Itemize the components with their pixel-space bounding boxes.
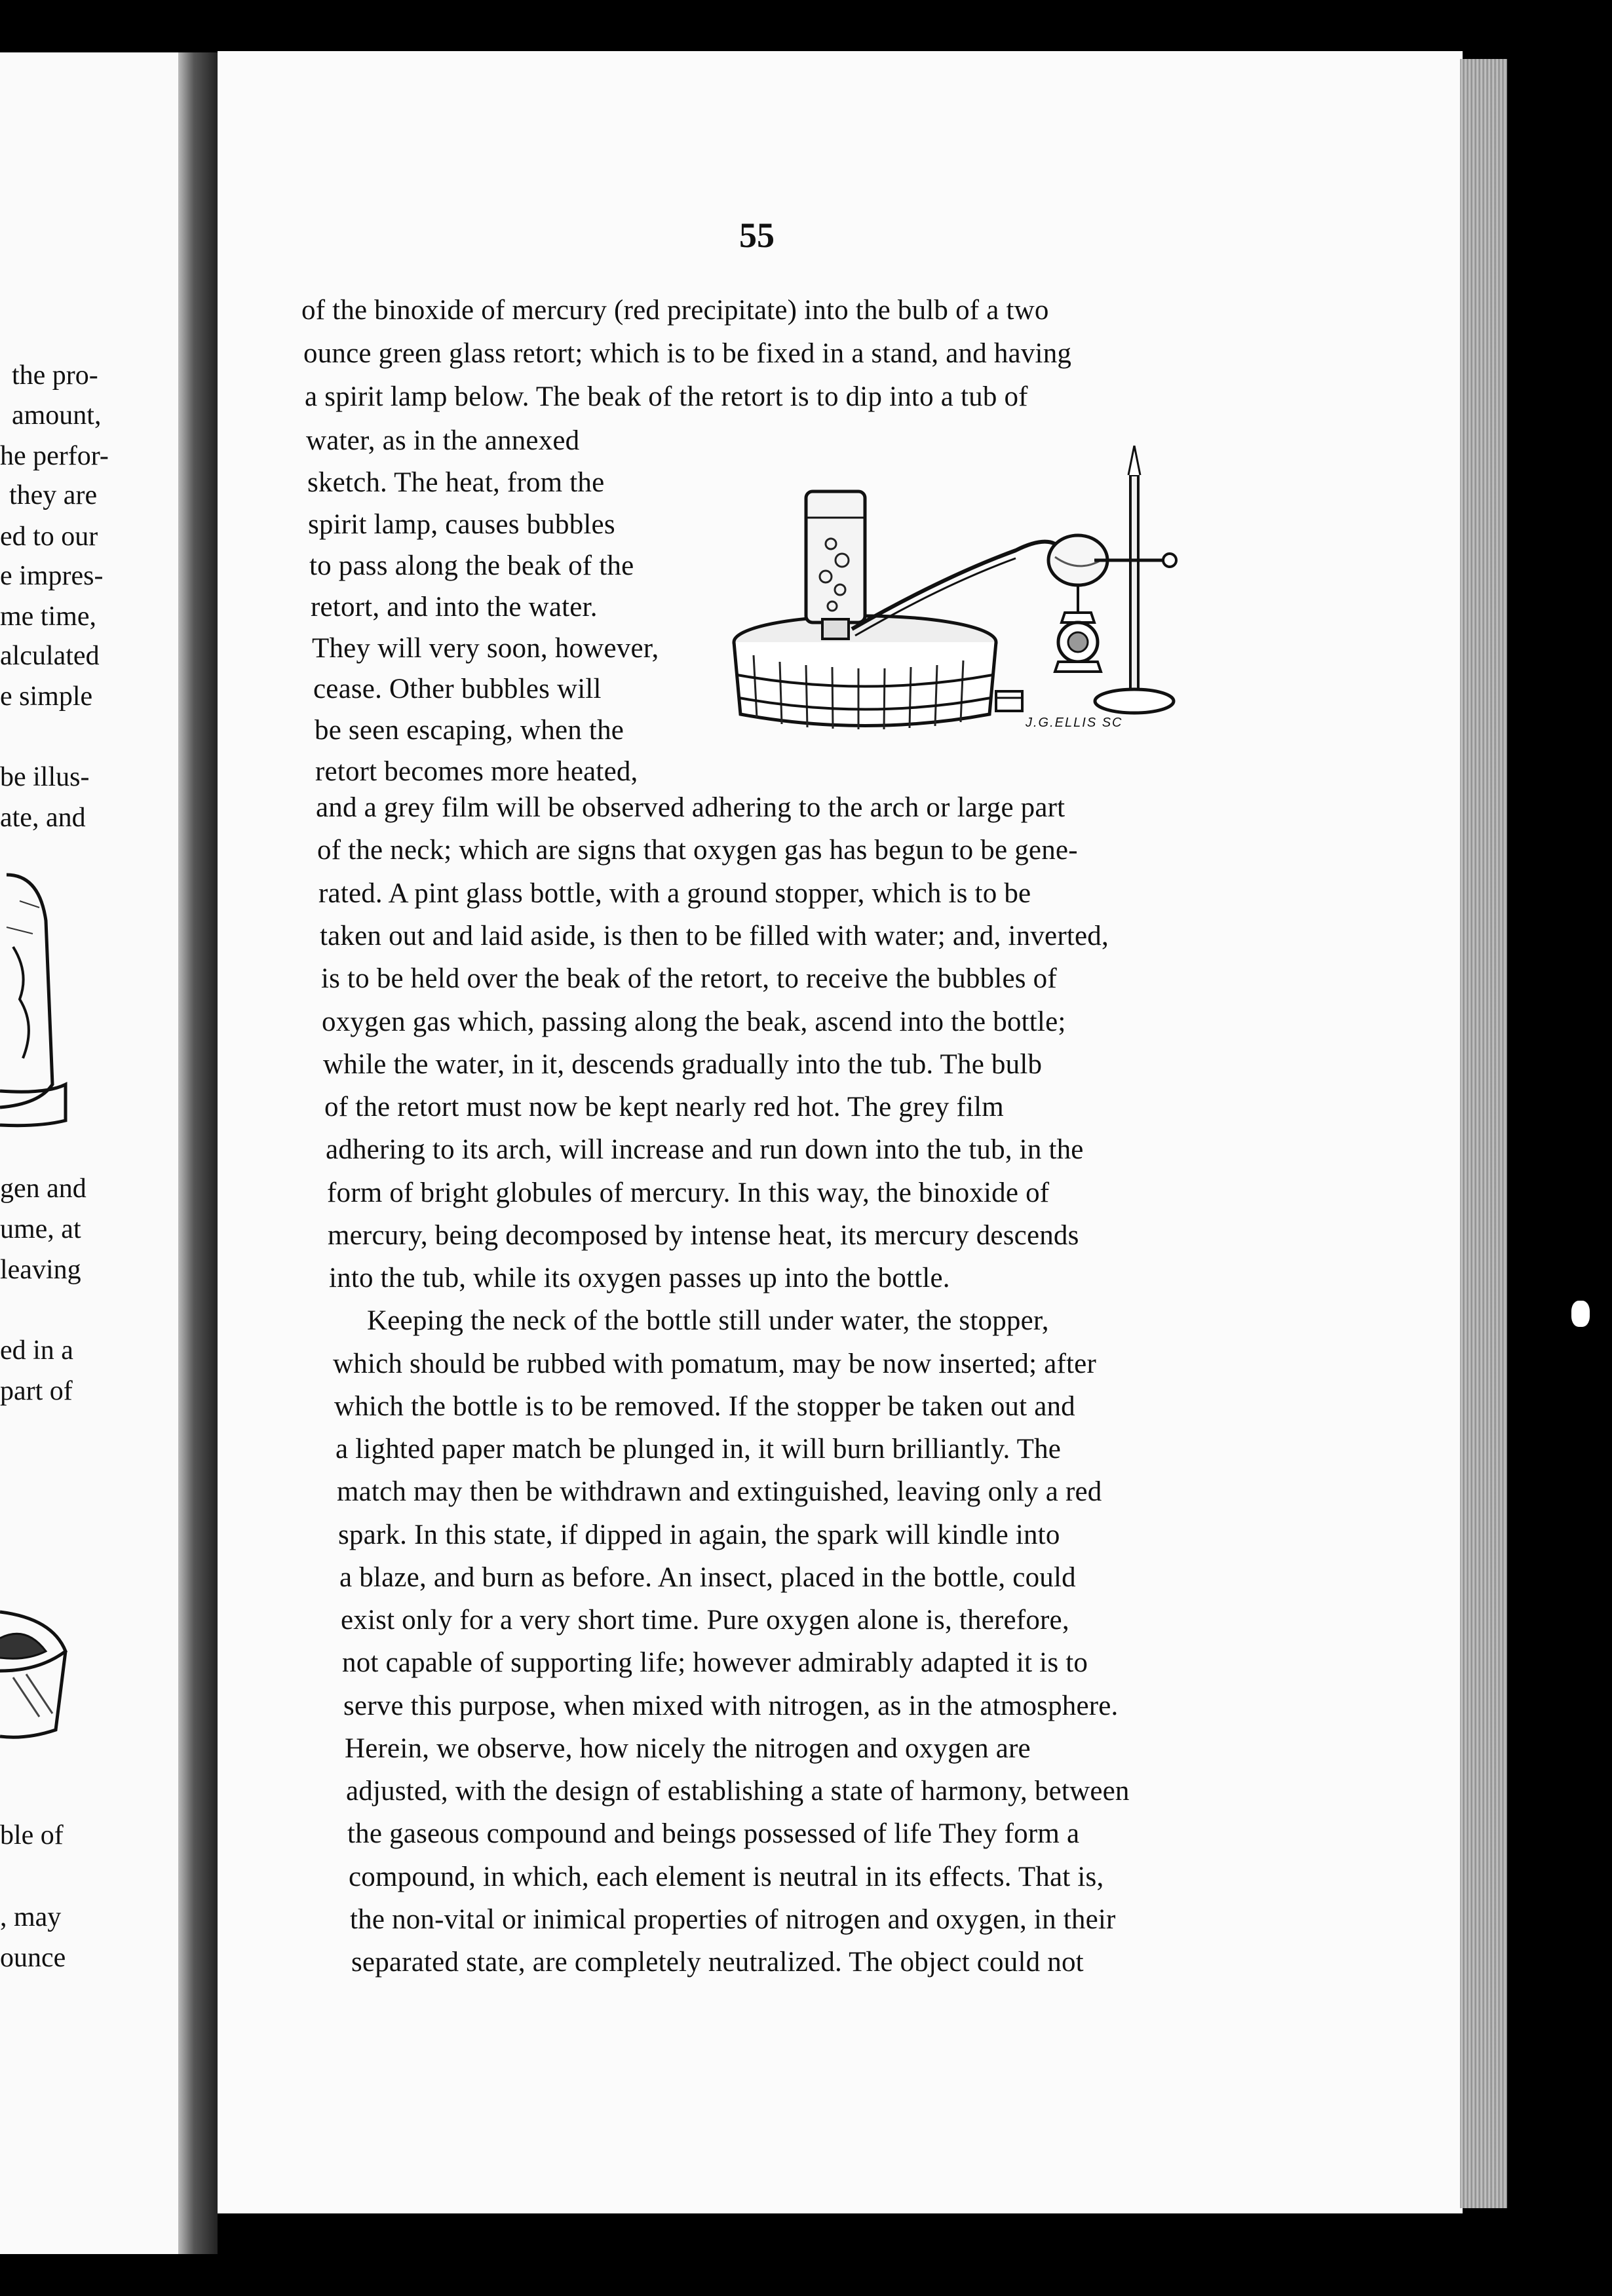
text-line: retort becomes more heated, (315, 756, 638, 787)
text-line: the non-vital or inimical properties of nitrogen and oxygen, in their (350, 1904, 1116, 1935)
bowl-illustration-fragment (0, 1599, 72, 1769)
text-line: oxygen gas which, passing along the beak, ascend into the bottle; (322, 1006, 1066, 1037)
text-line: match may then be withdrawn and extinguished, leaving only a red (337, 1476, 1102, 1507)
text-line: spirit lamp, causes bubbles (308, 509, 615, 540)
left-page-fragment: e simple (0, 681, 93, 712)
text-line: water, as in the annexed (306, 425, 580, 456)
text-line: spark. In this state, if dipped in again, the spark will kindle into (338, 1520, 1060, 1550)
text-line: compound, in which, each element is neutral in its effects. That is, (349, 1862, 1104, 1892)
left-page-fragment: ate, and (0, 803, 86, 833)
page-edge (1460, 59, 1507, 2208)
left-page-fragment: alculated (0, 641, 100, 671)
text-line: Herein, we observe, how nicely the nitrogen and oxygen are (345, 1733, 1031, 1764)
text-line: the gaseous compound and beings possessed of life They form a (347, 1818, 1080, 1849)
text-line: not capable of supporting life; however admirably adapted it is to (342, 1647, 1088, 1678)
text-line: cease. Other bubbles will (313, 674, 602, 704)
text-line: of the retort must now be kept nearly red hot. The grey film (324, 1092, 1004, 1122)
text-line: exist only for a very short time. Pure oxygen alone is, therefore, (341, 1605, 1069, 1636)
text-line: which the bottle is to be removed. If the stopper be taken out and (334, 1391, 1075, 1422)
left-page-fragment: they are (9, 480, 98, 510)
text-line: into the tub, while its oxygen passes up into the bottle. (329, 1263, 950, 1293)
left-page-fragment: , may (0, 1902, 62, 1932)
book-gutter (178, 52, 218, 2254)
left-page-fragment: me time, (0, 602, 96, 632)
text-line: a lighted paper match be plunged in, it will burn brilliantly. The (336, 1434, 1062, 1464)
left-page-fragment: ounce (0, 1943, 66, 1973)
left-page-fragment: the pro- (12, 360, 98, 391)
left-page-fragment: be illus- (0, 762, 90, 792)
retort-apparatus-illustration (727, 446, 1199, 740)
left-page-fragment: ble of (0, 1820, 64, 1850)
text-line: which should be rubbed with pomatum, may be now inserted; after (333, 1349, 1096, 1379)
text-line: adjusted, with the design of establishing a state of harmony, between (346, 1776, 1130, 1807)
scan-speck (1541, 337, 1548, 352)
text-line: taken out and laid aside, is then to be filled with water; and, inverted, (320, 921, 1109, 951)
text-line: rated. A pint glass bottle, with a ground stopper, which is to be (318, 878, 1031, 909)
text-line: adhering to its arch, will increase and run down into the tub, in the (326, 1134, 1084, 1165)
text-line: while the water, in it, descends gradually into the tub. The bulb (323, 1049, 1043, 1080)
text-line: mercury, being decomposed by intense heat, its mercury descends (328, 1220, 1079, 1251)
left-page (0, 52, 187, 2254)
figure-engraver-credit: J.G.ELLIS SC (1026, 716, 1123, 730)
left-page-fragment: amount, (12, 400, 102, 430)
scan-speck (1571, 1301, 1590, 1327)
left-page-fragment: gen and (0, 1174, 86, 1204)
text-line: and a grey film will be observed adhering to the arch or large part (316, 792, 1065, 823)
text-line: of the neck; which are signs that oxygen gas has begun to be gene- (317, 835, 1078, 866)
bell-jar-illustration-fragment (0, 868, 72, 1130)
left-page-fragment: he perfor- (0, 441, 109, 471)
left-page-fragment: leaving (0, 1255, 81, 1285)
text-line: ounce green glass retort; which is to be fixed in a stand, and having (303, 338, 1072, 369)
left-page-fragment: ed to our (0, 522, 98, 552)
left-page-fragment: ed in a (0, 1335, 73, 1366)
text-line: be seen escaping, when the (315, 715, 624, 746)
text-line: is to be held over the beak of the retort, to receive the bubbles of (321, 963, 1057, 994)
left-page-fragment: part of (0, 1376, 73, 1406)
text-line: serve this purpose, when mixed with nitrogen, as in the atmosphere. (343, 1691, 1119, 1721)
text-line: to pass along the beak of the (309, 550, 634, 581)
text-line: separated state, are completely neutralized. The object could not (351, 1947, 1084, 1978)
left-page-fragment: e impres- (0, 561, 104, 591)
page-number: 55 (739, 216, 775, 255)
text-line: Keeping the neck of the bottle still under water, the stopper, (367, 1305, 1049, 1336)
text-line: a blaze, and burn as before. An insect, placed in the bottle, could (339, 1562, 1076, 1593)
left-page-fragment: ume, at (0, 1214, 81, 1244)
text-line: retort, and into the water. (311, 592, 598, 622)
text-line: a spirit lamp below. The beak of the retort is to dip into a tub of (305, 381, 1028, 412)
text-line: form of bright globules of mercury. In this way, the binoxide of (327, 1177, 1050, 1208)
text-line: of the binoxide of mercury (red precipitate) into the bulb of a two (301, 295, 1049, 326)
text-line: They will very soon, however, (312, 633, 659, 664)
text-line: sketch. The heat, from the (307, 467, 605, 498)
